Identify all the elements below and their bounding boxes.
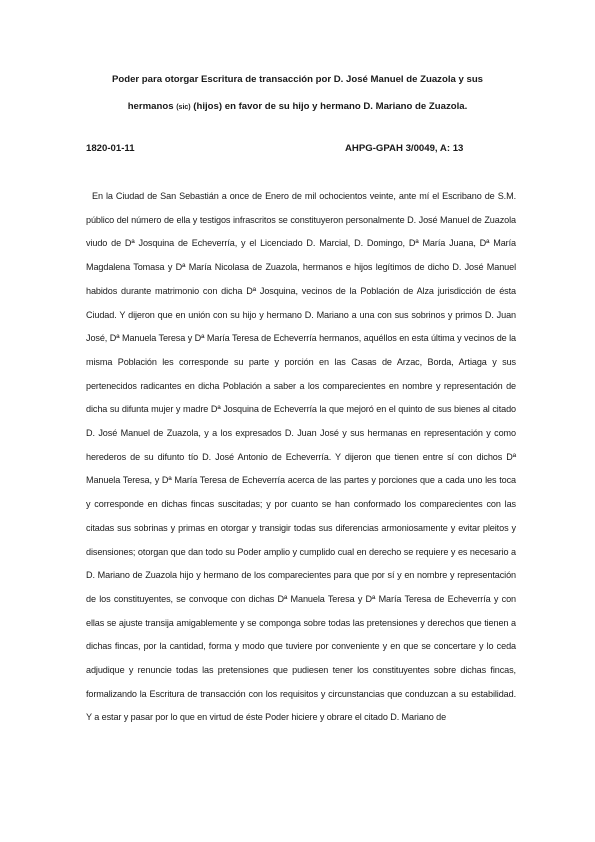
archive-reference: AHPG-GPAH 3/0049, A: 13 bbox=[345, 143, 464, 154]
document-date: 1820-01-11 bbox=[86, 143, 135, 154]
document-body bbox=[86, 185, 516, 730]
title-line-2a: hermanos bbox=[127, 101, 177, 112]
title-line-2b: (hijos) en favor de su hijo y hermano D. Mariano de Zuazola. bbox=[190, 101, 468, 112]
title-line-1: Poder para otorgar Escritura de transacción por D. José Manuel de Zuazola y sus bbox=[111, 74, 484, 85]
body-text: En la Ciudad de San Sebastián a once de Enero de mil ochocientos veinte, ante mí el Escribano de S.M. público del número de ella y testigos infrascritos se constituyeron personalmente D. José Manuel de Zuazola viudo de Dª Josquina de Echeverría, y el Licenciado D. Marcial, D. Domingo, Dª María Juana, Dª María Magdalena Tomasa y Dª María Nicolasa de Zuazola, hermanos e hijos legítimos de dicho D. José Manuel habidos durante matrimonio con dicha Dª Josquina, vecinos de la Población de Alza jurisdicción de ésta Ciudad. Y dijeron que en unión con su hijo y hermano D. Mariano a una con sus sobrinos y primos D. Juan José, Dª Manuela Teresa y Dª María Teresa de Echeverría hermanos, aquéllos en esta última y vecinos de la misma Población les corresponde su parte y porción en las Casas de Arzac, Borda, Artiaga y sus pertenecidos radicantes en dicha Población a saber a los comparecientes en nombre y representación de dicha su difunta mujer y madre Dª Josquina de Echeverría la que mejoró en el quinto de sus bienes al citado D. José Manuel de Zuazola, y a los expresados D. Juan José y sus hermanas en representación y como herederos de su difunto tío D. José Antonio de Echeverría. Y dijeron que tienen entre sí con dichos Dª Manuela Teresa, y Dª María Teresa de Echeverría acerca de las partes y porciones que a cada uno les toca y corresponde en dichas fincas suscitadas; y por cuanto se han conformado los comparecientes con las citadas sus sobrinas y primas en otorgar y transigir todas sus diferencias armoniosamente y evitar pleitos y disensiones; otorgan que dan todo su Poder amplio y cumplido cual en derecho se requiere y es necesario a D. Mariano de Zuazola hijo y hermano de los comparecientes para que por sí y en nombre y representación de los constituyentes, se convoque con dichas Dª Manuela Teresa y Dª María Teresa de Echeverría y con ellas se ajuste transija amigablemente y se componga sobre todas las pretensiones y derechos que tienen a dichas fincas, por la cantidad, forma y modo que tuviere por conveniente y en que se concertare y lo ceda adjudique y renuncie todas las pretensiones que pudiesen tener los constituyentes sobre dichas fincas, formalizando la Escritura de transacción con los requisitos y circunstancias que conduzcan a su estabilidad. Y a estar y pasar por lo que en virtud de éste Poder hiciere y obrare el citado D. Mariano de bbox=[86, 191, 516, 723]
document-title bbox=[60, 66, 535, 121]
sic-note: (sic) bbox=[176, 104, 191, 111]
